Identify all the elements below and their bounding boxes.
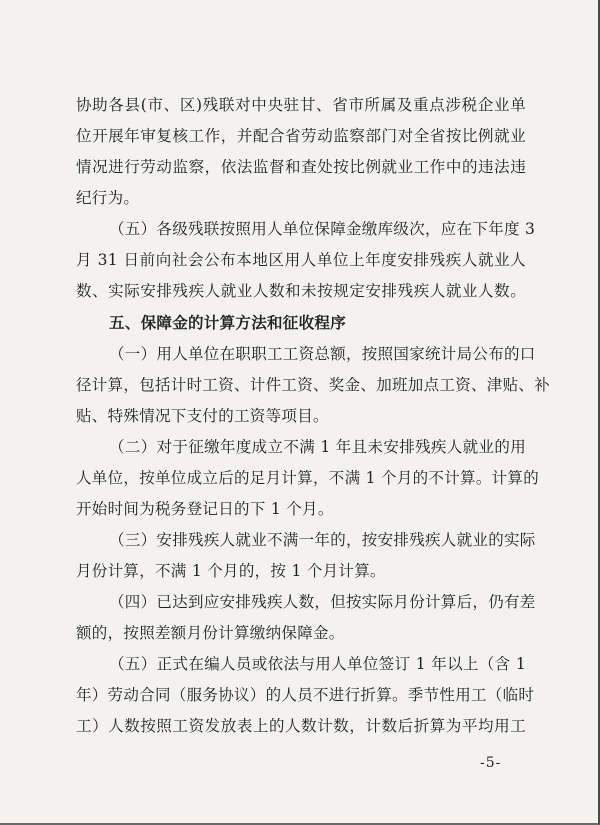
text-line: 人单位，按单位成立后的足月计算，不满 1 个月的不计算。计算的 [76,469,540,487]
text-line: 数、实际安排残疾人就业人数和未按规定安排残疾人就业人数。 [76,282,526,300]
text-line: 月 31 日前向社会公布本地区用人单位上年度安排残疾人就业人 [76,251,526,269]
text-line: 开始时间为税务登记日的下 1 个月。 [76,500,334,518]
paragraph-first-line: （二）对于征缴年度成立不满 1 年且未安排残疾人就业的用 [109,438,526,456]
text-line: 月份计算，不满 1 个月的，按 1 个月计算。 [76,562,386,580]
paragraph-first-line: （五）正式在编人员或依法与用人单位签订 1 年以上（含 1 [109,655,526,673]
text-line: 额的，按照差额月份计算缴纳保障金。 [76,624,345,642]
text-line: 年）劳动合同（服务协议）的人员不进行折算。季节性用工（临时 [76,686,535,704]
section-heading: 五、保障金的计算方法和征收程序 [109,314,347,332]
text-line: 贴、特殊情况下支付的工资等项目。 [76,407,329,425]
paragraph-first-line: （一）用人单位在职职工工资总额，按照国家统计局公布的口 [109,345,536,363]
text-line: 协助各县(市、区)残联对中央驻甘、省市所属及重点涉税企业单 [76,96,526,114]
text-line: 情况进行劳动监察，依法监督和查处按比例就业工作中的违法违 [76,158,526,176]
paragraph-first-line: （四）已达到应安排残疾人数，但按实际月份计算后，仍有差 [109,593,536,611]
page-number: -5- [480,755,502,771]
text-line: 位开展年审复核工作，并配合省劳动监察部门对全省按比例就业 [76,127,526,145]
paragraph-first-line: （三）安排残疾人就业不满一年的，按安排残疾人就业的实际 [109,531,536,549]
text-line: 工）人数按照工资发放表上的人数计数，计数后折算为平均用工 [76,717,526,735]
paragraph-first-line: （五）各级残联按照用人单位保障金缴库级次，应在下年度 3 [109,220,536,238]
text-line: 径计算，包括计时工资、计件工资、奖金、加班加点工资、津贴、补 [76,376,551,394]
text-line: 纪行为。 [76,189,140,207]
